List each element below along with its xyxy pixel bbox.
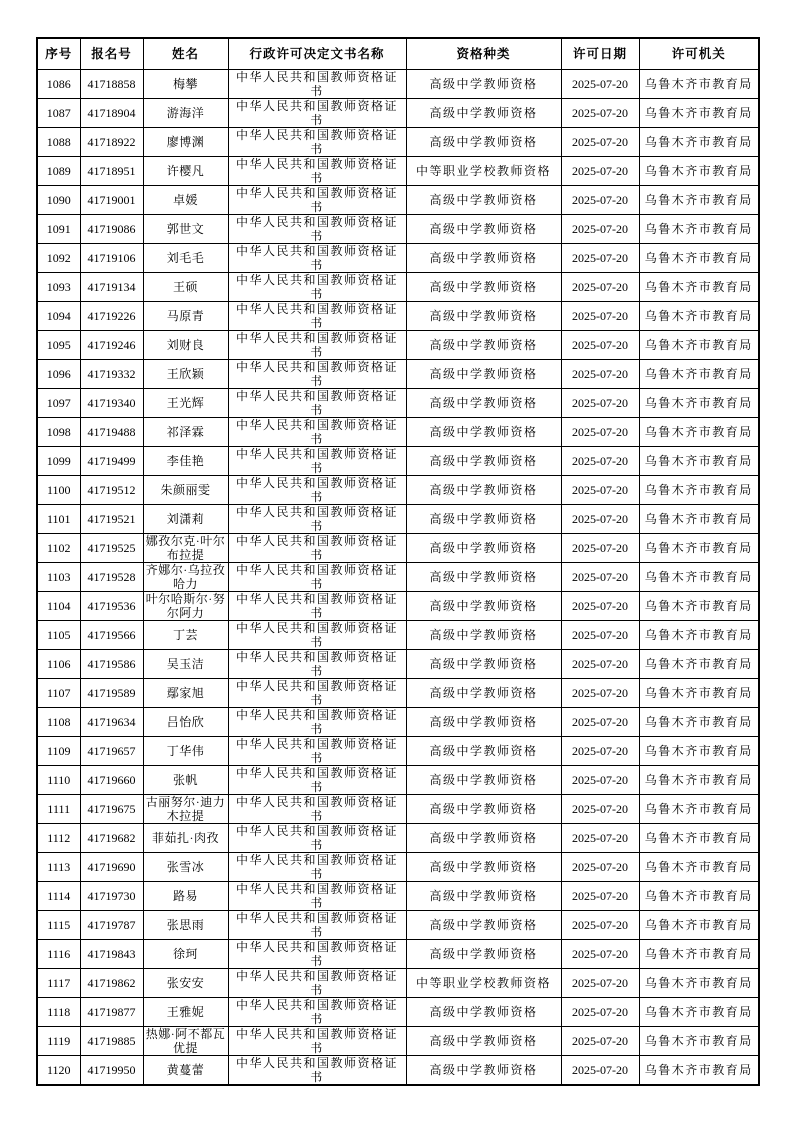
table-row: [37, 1055, 759, 1085]
table-row: [37, 330, 759, 359]
cell-doc: 中华人民共和国教师资格证书: [228, 823, 406, 852]
cell-doc: 中华人民共和国教师资格证书: [228, 214, 406, 243]
table-row: [37, 475, 759, 504]
cell-doc: 中华人民共和国教师资格证书: [228, 678, 406, 707]
cell-name: 鄢家旭: [143, 678, 228, 707]
table-row: [37, 156, 759, 185]
cell-index: 1115: [37, 910, 80, 939]
column-header-doc: 行政许可决定文书名称: [228, 38, 406, 69]
cell-date: 2025-07-20: [561, 1026, 639, 1055]
cell-doc: 中华人民共和国教师资格证书: [228, 533, 406, 562]
cell-regno: 41718858: [80, 69, 143, 98]
cell-date: 2025-07-20: [561, 1055, 639, 1085]
cell-index: 1118: [37, 997, 80, 1026]
cell-authority: 乌鲁木齐市教育局: [639, 794, 759, 823]
cell-date: 2025-07-20: [561, 69, 639, 98]
table-row: [37, 417, 759, 446]
column-header-authority: 许可机关: [639, 38, 759, 69]
document-page: [36, 37, 758, 1086]
table-header: [37, 38, 759, 69]
cell-name: 张安安: [143, 968, 228, 997]
cell-qual: 高级中学教师资格: [406, 214, 561, 243]
cell-date: 2025-07-20: [561, 127, 639, 156]
cell-authority: 乌鲁木齐市教育局: [639, 649, 759, 678]
cell-qual: 高级中学教师资格: [406, 997, 561, 1026]
cell-date: 2025-07-20: [561, 997, 639, 1026]
cell-date: 2025-07-20: [561, 649, 639, 678]
cell-name: 热娜·阿不都瓦优提: [143, 1026, 228, 1055]
cell-date: 2025-07-20: [561, 504, 639, 533]
column-header-qual: 资格种类: [406, 38, 561, 69]
cell-date: 2025-07-20: [561, 533, 639, 562]
cell-regno: 41719001: [80, 185, 143, 214]
cell-doc: 中华人民共和国教师资格证书: [228, 736, 406, 765]
cell-qual: 高级中学教师资格: [406, 678, 561, 707]
cell-index: 1095: [37, 330, 80, 359]
cell-regno: 41719536: [80, 591, 143, 620]
cell-doc: 中华人民共和国教师资格证书: [228, 272, 406, 301]
cell-authority: 乌鲁木齐市教育局: [639, 823, 759, 852]
cell-regno: 41719332: [80, 359, 143, 388]
cell-authority: 乌鲁木齐市教育局: [639, 910, 759, 939]
cell-doc: 中华人民共和国教师资格证书: [228, 591, 406, 620]
table-row: [37, 446, 759, 475]
cell-doc: 中华人民共和国教师资格证书: [228, 649, 406, 678]
cell-doc: 中华人民共和国教师资格证书: [228, 98, 406, 127]
cell-qual: 高级中学教师资格: [406, 98, 561, 127]
cell-name: 张思雨: [143, 910, 228, 939]
cell-authority: 乌鲁木齐市教育局: [639, 301, 759, 330]
cell-authority: 乌鲁木齐市教育局: [639, 330, 759, 359]
cell-qual: 高级中学教师资格: [406, 69, 561, 98]
column-header-index: 序号: [37, 38, 80, 69]
table-row: [37, 910, 759, 939]
cell-authority: 乌鲁木齐市教育局: [639, 214, 759, 243]
cell-qual: 高级中学教师资格: [406, 243, 561, 272]
cell-date: 2025-07-20: [561, 968, 639, 997]
table-row: [37, 533, 759, 562]
cell-date: 2025-07-20: [561, 794, 639, 823]
cell-name: 王欣颖: [143, 359, 228, 388]
cell-regno: 41719246: [80, 330, 143, 359]
cell-regno: 41719226: [80, 301, 143, 330]
cell-doc: 中华人民共和国教师资格证书: [228, 156, 406, 185]
cell-qual: 高级中学教师资格: [406, 765, 561, 794]
cell-qual: 高级中学教师资格: [406, 417, 561, 446]
cell-authority: 乌鲁木齐市教育局: [639, 185, 759, 214]
cell-date: 2025-07-20: [561, 620, 639, 649]
cell-regno: 41719528: [80, 562, 143, 591]
cell-doc: 中华人民共和国教师资格证书: [228, 185, 406, 214]
cell-index: 1093: [37, 272, 80, 301]
cell-index: 1087: [37, 98, 80, 127]
cell-doc: 中华人民共和国教师资格证书: [228, 794, 406, 823]
cell-regno: 41719586: [80, 649, 143, 678]
cell-index: 1105: [37, 620, 80, 649]
table-row: [37, 388, 759, 417]
column-header-regno: 报名号: [80, 38, 143, 69]
cell-authority: 乌鲁木齐市教育局: [639, 736, 759, 765]
cell-doc: 中华人民共和国教师资格证书: [228, 127, 406, 156]
cell-regno: 41719525: [80, 533, 143, 562]
cell-index: 1096: [37, 359, 80, 388]
cell-qual: 高级中学教师资格: [406, 504, 561, 533]
cell-authority: 乌鲁木齐市教育局: [639, 678, 759, 707]
cell-date: 2025-07-20: [561, 359, 639, 388]
cell-name: 张雪冰: [143, 852, 228, 881]
column-header-date: 许可日期: [561, 38, 639, 69]
cell-index: 1108: [37, 707, 80, 736]
cell-name: 李佳艳: [143, 446, 228, 475]
cell-name: 吴玉洁: [143, 649, 228, 678]
cell-qual: 高级中学教师资格: [406, 794, 561, 823]
cell-doc: 中华人民共和国教师资格证书: [228, 1026, 406, 1055]
cell-date: 2025-07-20: [561, 417, 639, 446]
cell-index: 1094: [37, 301, 80, 330]
cell-authority: 乌鲁木齐市教育局: [639, 1026, 759, 1055]
cell-qual: 高级中学教师资格: [406, 591, 561, 620]
cell-name: 张帆: [143, 765, 228, 794]
cell-doc: 中华人民共和国教师资格证书: [228, 939, 406, 968]
cell-index: 1103: [37, 562, 80, 591]
cell-date: 2025-07-20: [561, 562, 639, 591]
cell-name: 黄蔓蕾: [143, 1055, 228, 1085]
cell-authority: 乌鲁木齐市教育局: [639, 98, 759, 127]
table-row: [37, 678, 759, 707]
cell-doc: 中华人民共和国教师资格证书: [228, 301, 406, 330]
cell-authority: 乌鲁木齐市教育局: [639, 475, 759, 504]
cell-regno: 41719086: [80, 214, 143, 243]
cell-date: 2025-07-20: [561, 301, 639, 330]
cell-date: 2025-07-20: [561, 823, 639, 852]
cell-authority: 乌鲁木齐市教育局: [639, 388, 759, 417]
table-row: [37, 214, 759, 243]
cell-name: 刘毛毛: [143, 243, 228, 272]
cell-authority: 乌鲁木齐市教育局: [639, 765, 759, 794]
table-row: [37, 794, 759, 823]
cell-qual: 高级中学教师资格: [406, 1055, 561, 1085]
cell-index: 1101: [37, 504, 80, 533]
cell-qual: 高级中学教师资格: [406, 823, 561, 852]
column-header-name: 姓名: [143, 38, 228, 69]
cell-index: 1099: [37, 446, 80, 475]
cell-index: 1107: [37, 678, 80, 707]
cell-name: 王硕: [143, 272, 228, 301]
table-row: [37, 649, 759, 678]
cell-name: 郭世文: [143, 214, 228, 243]
cell-qual: 高级中学教师资格: [406, 707, 561, 736]
cell-doc: 中华人民共和国教师资格证书: [228, 388, 406, 417]
table-row: [37, 272, 759, 301]
cell-regno: 41719512: [80, 475, 143, 504]
cell-qual: 高级中学教师资格: [406, 388, 561, 417]
cell-doc: 中华人民共和国教师资格证书: [228, 243, 406, 272]
cell-doc: 中华人民共和国教师资格证书: [228, 765, 406, 794]
cell-index: 1116: [37, 939, 80, 968]
cell-authority: 乌鲁木齐市教育局: [639, 156, 759, 185]
table-row: [37, 562, 759, 591]
cell-date: 2025-07-20: [561, 475, 639, 504]
cell-index: 1117: [37, 968, 80, 997]
cell-qual: 高级中学教师资格: [406, 939, 561, 968]
table-row: [37, 243, 759, 272]
cell-authority: 乌鲁木齐市教育局: [639, 69, 759, 98]
cell-date: 2025-07-20: [561, 736, 639, 765]
table-row: [37, 620, 759, 649]
cell-regno: 41719106: [80, 243, 143, 272]
cell-date: 2025-07-20: [561, 388, 639, 417]
table-row: [37, 997, 759, 1026]
cell-index: 1089: [37, 156, 80, 185]
cell-qual: 高级中学教师资格: [406, 649, 561, 678]
cell-index: 1088: [37, 127, 80, 156]
cell-index: 1100: [37, 475, 80, 504]
cell-authority: 乌鲁木齐市教育局: [639, 127, 759, 156]
cell-doc: 中华人民共和国教师资格证书: [228, 707, 406, 736]
cell-qual: 高级中学教师资格: [406, 301, 561, 330]
cell-index: 1092: [37, 243, 80, 272]
cell-date: 2025-07-20: [561, 852, 639, 881]
cell-date: 2025-07-20: [561, 98, 639, 127]
cell-regno: 41718951: [80, 156, 143, 185]
cell-name: 徐珂: [143, 939, 228, 968]
cell-regno: 41718922: [80, 127, 143, 156]
table-row: [37, 736, 759, 765]
cell-regno: 41719787: [80, 910, 143, 939]
cell-index: 1098: [37, 417, 80, 446]
cell-name: 齐娜尔·乌拉孜哈力: [143, 562, 228, 591]
table-row: [37, 881, 759, 910]
table-row: [37, 707, 759, 736]
cell-qual: 高级中学教师资格: [406, 562, 561, 591]
cell-name: 王雅妮: [143, 997, 228, 1026]
cell-regno: 41719660: [80, 765, 143, 794]
cell-doc: 中华人民共和国教师资格证书: [228, 504, 406, 533]
cell-date: 2025-07-20: [561, 910, 639, 939]
cell-qual: 高级中学教师资格: [406, 446, 561, 475]
cell-index: 1119: [37, 1026, 80, 1055]
cell-regno: 41719843: [80, 939, 143, 968]
table-row: [37, 504, 759, 533]
cell-index: 1090: [37, 185, 80, 214]
cell-date: 2025-07-20: [561, 678, 639, 707]
cell-index: 1110: [37, 765, 80, 794]
cell-date: 2025-07-20: [561, 939, 639, 968]
cell-doc: 中华人民共和国教师资格证书: [228, 330, 406, 359]
cell-regno: 41719657: [80, 736, 143, 765]
cell-doc: 中华人民共和国教师资格证书: [228, 881, 406, 910]
cell-name: 刘潇莉: [143, 504, 228, 533]
cell-regno: 41719885: [80, 1026, 143, 1055]
cell-index: 1113: [37, 852, 80, 881]
cell-index: 1106: [37, 649, 80, 678]
cell-name: 梅攀: [143, 69, 228, 98]
cell-date: 2025-07-20: [561, 272, 639, 301]
cell-authority: 乌鲁木齐市教育局: [639, 272, 759, 301]
cell-index: 1112: [37, 823, 80, 852]
table-row: [37, 939, 759, 968]
table-row: [37, 185, 759, 214]
cell-authority: 乌鲁木齐市教育局: [639, 446, 759, 475]
cell-regno: 41719730: [80, 881, 143, 910]
cell-index: 1097: [37, 388, 80, 417]
table-row: [37, 852, 759, 881]
table-row: [37, 127, 759, 156]
cell-doc: 中华人民共和国教师资格证书: [228, 968, 406, 997]
cell-qual: 中等职业学校教师资格: [406, 156, 561, 185]
cell-regno: 41719682: [80, 823, 143, 852]
cell-regno: 41719877: [80, 997, 143, 1026]
cell-name: 马原青: [143, 301, 228, 330]
cell-regno: 41719340: [80, 388, 143, 417]
cell-date: 2025-07-20: [561, 214, 639, 243]
cell-regno: 41719634: [80, 707, 143, 736]
cell-regno: 41718904: [80, 98, 143, 127]
cell-name: 吕怡欣: [143, 707, 228, 736]
cell-doc: 中华人民共和国教师资格证书: [228, 562, 406, 591]
cell-doc: 中华人民共和国教师资格证书: [228, 852, 406, 881]
cell-qual: 高级中学教师资格: [406, 620, 561, 649]
cell-name: 许樱凡: [143, 156, 228, 185]
cell-index: 1111: [37, 794, 80, 823]
table-header-row: [37, 38, 759, 69]
table-row: [37, 968, 759, 997]
cell-qual: 高级中学教师资格: [406, 533, 561, 562]
cell-qual: 高级中学教师资格: [406, 330, 561, 359]
cell-index: 1114: [37, 881, 80, 910]
table-row: [37, 823, 759, 852]
cell-index: 1091: [37, 214, 80, 243]
cell-authority: 乌鲁木齐市教育局: [639, 881, 759, 910]
cell-date: 2025-07-20: [561, 707, 639, 736]
cell-qual: 高级中学教师资格: [406, 910, 561, 939]
cell-doc: 中华人民共和国教师资格证书: [228, 359, 406, 388]
cell-name: 朱颜丽雯: [143, 475, 228, 504]
cell-authority: 乌鲁木齐市教育局: [639, 533, 759, 562]
cell-authority: 乌鲁木齐市教育局: [639, 997, 759, 1026]
cell-regno: 41719862: [80, 968, 143, 997]
cell-date: 2025-07-20: [561, 591, 639, 620]
cell-name: 菲茹扎·肉孜: [143, 823, 228, 852]
cell-name: 丁华伟: [143, 736, 228, 765]
cell-doc: 中华人民共和国教师资格证书: [228, 475, 406, 504]
cell-name: 祁泽霖: [143, 417, 228, 446]
table-row: [37, 98, 759, 127]
cell-name: 叶尔哈斯尔·努尔阿力: [143, 591, 228, 620]
cell-name: 游海洋: [143, 98, 228, 127]
cell-index: 1086: [37, 69, 80, 98]
cell-date: 2025-07-20: [561, 156, 639, 185]
cell-qual: 高级中学教师资格: [406, 272, 561, 301]
cell-date: 2025-07-20: [561, 446, 639, 475]
table-row: [37, 1026, 759, 1055]
cell-name: 廖博渊: [143, 127, 228, 156]
cell-name: 丁芸: [143, 620, 228, 649]
cell-regno: 41719488: [80, 417, 143, 446]
cell-name: 刘财良: [143, 330, 228, 359]
cell-regno: 41719675: [80, 794, 143, 823]
cell-regno: 41719566: [80, 620, 143, 649]
table-row: [37, 69, 759, 98]
cell-authority: 乌鲁木齐市教育局: [639, 417, 759, 446]
cell-date: 2025-07-20: [561, 185, 639, 214]
cell-regno: 41719521: [80, 504, 143, 533]
cell-date: 2025-07-20: [561, 243, 639, 272]
table-row: [37, 301, 759, 330]
table-row: [37, 359, 759, 388]
cell-doc: 中华人民共和国教师资格证书: [228, 69, 406, 98]
cell-qual: 高级中学教师资格: [406, 359, 561, 388]
table-body: [37, 69, 759, 1085]
table-row: [37, 591, 759, 620]
cell-regno: 41719134: [80, 272, 143, 301]
cell-qual: 高级中学教师资格: [406, 736, 561, 765]
cell-authority: 乌鲁木齐市教育局: [639, 707, 759, 736]
cell-index: 1102: [37, 533, 80, 562]
cell-regno: 41719690: [80, 852, 143, 881]
cell-doc: 中华人民共和国教师资格证书: [228, 417, 406, 446]
cell-qual: 高级中学教师资格: [406, 1026, 561, 1055]
cell-authority: 乌鲁木齐市教育局: [639, 359, 759, 388]
cell-qual: 中等职业学校教师资格: [406, 968, 561, 997]
license-table: [36, 37, 760, 1086]
cell-authority: 乌鲁木齐市教育局: [639, 620, 759, 649]
cell-name: 王光辉: [143, 388, 228, 417]
cell-authority: 乌鲁木齐市教育局: [639, 852, 759, 881]
cell-date: 2025-07-20: [561, 881, 639, 910]
cell-name: 路易: [143, 881, 228, 910]
cell-authority: 乌鲁木齐市教育局: [639, 1055, 759, 1085]
cell-authority: 乌鲁木齐市教育局: [639, 504, 759, 533]
cell-regno: 41719499: [80, 446, 143, 475]
cell-authority: 乌鲁木齐市教育局: [639, 968, 759, 997]
cell-doc: 中华人民共和国教师资格证书: [228, 446, 406, 475]
cell-doc: 中华人民共和国教师资格证书: [228, 997, 406, 1026]
cell-index: 1120: [37, 1055, 80, 1085]
cell-doc: 中华人民共和国教师资格证书: [228, 620, 406, 649]
table-row: [37, 765, 759, 794]
cell-name: 娜孜尔克·叶尔布拉提: [143, 533, 228, 562]
cell-qual: 高级中学教师资格: [406, 127, 561, 156]
cell-doc: 中华人民共和国教师资格证书: [228, 1055, 406, 1085]
cell-date: 2025-07-20: [561, 765, 639, 794]
cell-authority: 乌鲁木齐市教育局: [639, 243, 759, 272]
cell-authority: 乌鲁木齐市教育局: [639, 939, 759, 968]
cell-regno: 41719950: [80, 1055, 143, 1085]
cell-index: 1109: [37, 736, 80, 765]
cell-regno: 41719589: [80, 678, 143, 707]
cell-qual: 高级中学教师资格: [406, 185, 561, 214]
cell-doc: 中华人民共和国教师资格证书: [228, 910, 406, 939]
cell-authority: 乌鲁木齐市教育局: [639, 591, 759, 620]
cell-index: 1104: [37, 591, 80, 620]
cell-authority: 乌鲁木齐市教育局: [639, 562, 759, 591]
cell-date: 2025-07-20: [561, 330, 639, 359]
cell-qual: 高级中学教师资格: [406, 475, 561, 504]
cell-name: 卓媛: [143, 185, 228, 214]
cell-qual: 高级中学教师资格: [406, 881, 561, 910]
cell-qual: 高级中学教师资格: [406, 852, 561, 881]
cell-name: 古丽努尔·迪力木拉提: [143, 794, 228, 823]
